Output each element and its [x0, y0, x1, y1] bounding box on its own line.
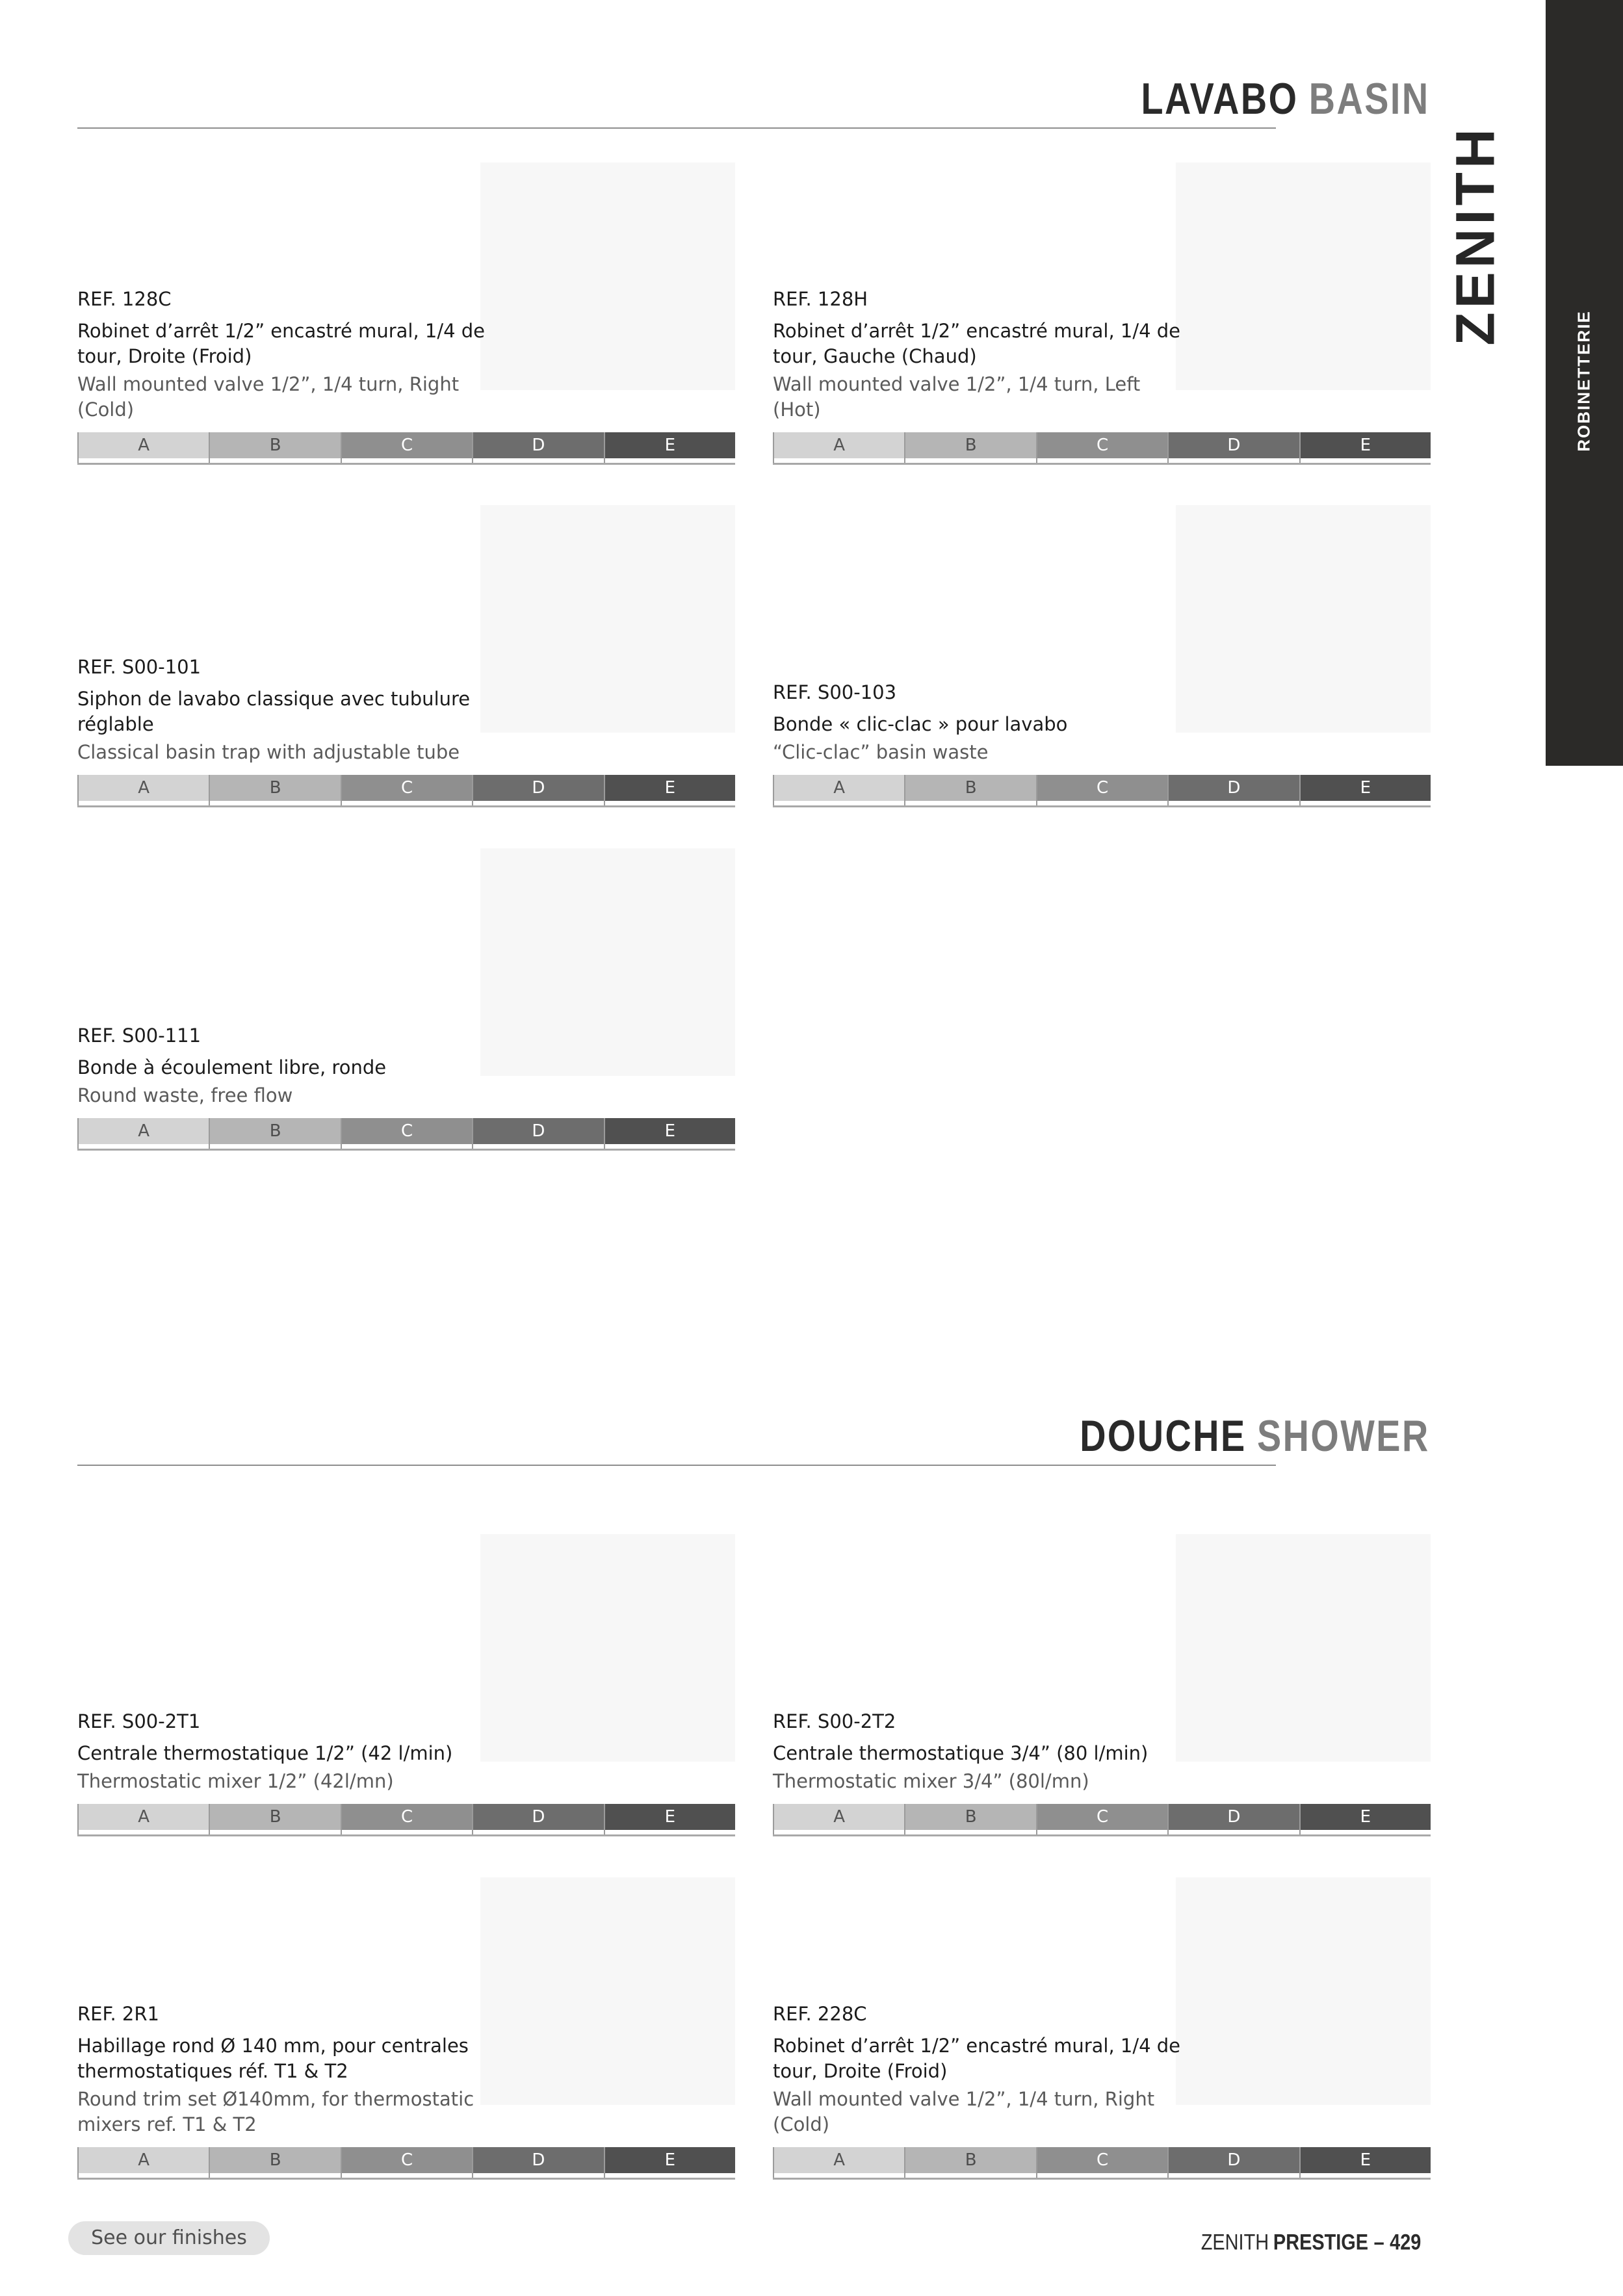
- finish-column: [773, 775, 904, 805]
- section-title-fr: LAVABO: [1141, 74, 1299, 124]
- finish-column: [1167, 1804, 1299, 1834]
- section-divider: [77, 1465, 1276, 1466]
- finish-table: [773, 432, 1431, 465]
- product-text: [773, 680, 1189, 765]
- finish-column: [773, 432, 904, 463]
- product-description-en: Wall mounted valve 1/2”, 1/4 turn, Right (Cold): [77, 373, 460, 421]
- finish-table: [773, 2147, 1431, 2180]
- finish-cell: [1169, 2173, 1299, 2178]
- product-photo: [1176, 163, 1431, 390]
- product-description-fr: Robinet d’arrêt 1/2” encastré mural, 1/4 de tour, Droite (Froid): [77, 320, 486, 367]
- finish-table: [773, 775, 1431, 807]
- finish-column: [472, 1118, 603, 1149]
- product-description-en: Classical basin trap with adjustable tube: [77, 741, 460, 763]
- finish-cell: [1037, 801, 1167, 805]
- finish-column: [773, 2147, 904, 2178]
- finish-header: B: [210, 432, 340, 458]
- finish-column: [1036, 775, 1167, 805]
- finish-column: [341, 1804, 472, 1834]
- finish-column: [904, 2147, 1035, 2178]
- product-card: [773, 1534, 1431, 1836]
- finish-cell: [79, 1144, 209, 1149]
- finish-column: [904, 1804, 1035, 1834]
- finish-header: A: [79, 432, 209, 458]
- finish-header: D: [473, 2147, 603, 2173]
- finish-header: C: [1037, 432, 1167, 458]
- finish-header: E: [605, 2147, 735, 2173]
- finish-cell: [210, 801, 340, 805]
- finish-cell: [473, 458, 603, 463]
- finish-column: [773, 1804, 904, 1834]
- finish-header: A: [774, 1804, 904, 1830]
- product-text: [773, 1709, 1189, 1794]
- finish-cell: [774, 1830, 904, 1834]
- finish-table: [77, 2147, 735, 2180]
- section-heading-basin: [1141, 74, 1430, 124]
- finish-header: E: [1301, 775, 1431, 801]
- product-description-fr: Centrale thermostatique 3/4” (80 l/min): [773, 1742, 1149, 1764]
- finish-header: B: [905, 432, 1035, 458]
- product-card: [773, 1877, 1431, 2180]
- finish-cell: [473, 1144, 603, 1149]
- product-ref: REF. 128C: [77, 288, 172, 310]
- page-number: 429: [1389, 2230, 1421, 2255]
- product-ref: REF. 128H: [773, 288, 868, 310]
- finish-cell: [210, 1144, 340, 1149]
- product-text: [773, 287, 1189, 423]
- finish-cell: [1169, 458, 1299, 463]
- product-ref: REF. 228C: [773, 2003, 867, 2025]
- finish-cell: [1037, 458, 1167, 463]
- product-description-fr: Bonde à écoulement libre, ronde: [77, 1056, 387, 1078]
- product-ref: REF. 2R1: [77, 2003, 159, 2025]
- footer-collection: PRESTIGE: [1273, 2230, 1368, 2255]
- product-ref: REF. S00-2T1: [77, 1710, 201, 1732]
- finish-column: [77, 1804, 209, 1834]
- finish-column: [341, 432, 472, 463]
- finish-table: [77, 1804, 735, 1836]
- finish-header: A: [79, 775, 209, 801]
- finish-column: [77, 1118, 209, 1149]
- finish-column: [77, 775, 209, 805]
- finish-column: [1167, 2147, 1299, 2178]
- finish-column: [472, 1804, 603, 1834]
- product-description-en: Wall mounted valve 1/2”, 1/4 turn, Right (Cold): [773, 2088, 1155, 2135]
- product-card: [77, 848, 735, 1151]
- product-description-fr: Robinet d’arrêt 1/2” encastré mural, 1/4 de tour, Droite (Froid): [773, 2035, 1181, 2082]
- finish-column: [341, 2147, 472, 2178]
- product-card: [773, 163, 1431, 465]
- finish-cell: [605, 2173, 735, 2178]
- finish-header: A: [774, 432, 904, 458]
- finish-header: E: [605, 432, 735, 458]
- finish-header: E: [1301, 432, 1431, 458]
- product-ref: REF. S00-103: [773, 681, 897, 703]
- finish-cell: [342, 2173, 472, 2178]
- finish-header: E: [1301, 1804, 1431, 1830]
- finish-column: [1036, 1804, 1167, 1834]
- product-photo: [480, 1534, 735, 1762]
- finish-header: B: [905, 2147, 1035, 2173]
- product-text: [77, 1709, 493, 1794]
- finish-header: C: [1037, 1804, 1167, 1830]
- finish-header: D: [1169, 1804, 1299, 1830]
- finish-table: [77, 1118, 735, 1151]
- product-text: [77, 287, 493, 423]
- product-card: [77, 505, 735, 807]
- product-text: [773, 2002, 1189, 2137]
- finish-header: C: [342, 1118, 472, 1144]
- finish-cell: [79, 801, 209, 805]
- finish-column: [1167, 775, 1299, 805]
- product-text: [77, 2002, 493, 2137]
- product-photo: [480, 163, 735, 390]
- finish-cell: [342, 801, 472, 805]
- finish-column: [209, 2147, 340, 2178]
- finish-header: D: [1169, 775, 1299, 801]
- finish-cell: [342, 458, 472, 463]
- product-photo: [480, 1877, 735, 2105]
- finish-cell: [1037, 2173, 1167, 2178]
- product-description-fr: Robinet d’arrêt 1/2” encastré mural, 1/4 de tour, Gauche (Chaud): [773, 320, 1181, 367]
- product-ref: REF. S00-2T2: [773, 1710, 896, 1732]
- finish-column: [1299, 1804, 1431, 1834]
- finish-column: [1299, 2147, 1431, 2178]
- product-description-fr: Bonde « clic-clac » pour lavabo: [773, 713, 1068, 735]
- finish-column: [604, 1804, 735, 1834]
- product-description-en: “Clic-clac” basin waste: [773, 741, 989, 763]
- product-description-en: Thermostatic mixer 3/4” (80l/mn): [773, 1770, 1089, 1792]
- finish-cell: [605, 801, 735, 805]
- finish-cell: [905, 2173, 1035, 2178]
- product-photo: [480, 848, 735, 1076]
- finish-header: C: [342, 775, 472, 801]
- finish-cell: [342, 1830, 472, 1834]
- finish-cell: [1301, 1830, 1431, 1834]
- section-heading-shower: [1080, 1411, 1430, 1461]
- brand-title-vertical: ZENITH: [1444, 125, 1506, 346]
- product-ref: REF. S00-111: [77, 1024, 201, 1047]
- product-text: [77, 1023, 493, 1108]
- finish-column: [341, 775, 472, 805]
- finish-header: E: [605, 775, 735, 801]
- product-description-en: Thermostatic mixer 1/2” (42l/mn): [77, 1770, 394, 1792]
- finish-column: [1299, 432, 1431, 463]
- finish-column: [209, 432, 340, 463]
- finish-column: [604, 1118, 735, 1149]
- finish-header: D: [473, 432, 603, 458]
- finish-header: C: [342, 1804, 472, 1830]
- finish-cell: [1301, 801, 1431, 805]
- finish-header: E: [605, 1804, 735, 1830]
- finish-cell: [1169, 1830, 1299, 1834]
- finish-column: [1167, 432, 1299, 463]
- finish-header: B: [210, 1804, 340, 1830]
- finish-cell: [473, 2173, 603, 2178]
- finish-cell: [1301, 458, 1431, 463]
- finish-cell: [605, 458, 735, 463]
- product-description-en: Round waste, free flow: [77, 1084, 293, 1106]
- finish-cell: [79, 1830, 209, 1834]
- finish-table: [77, 432, 735, 465]
- finish-cell: [1037, 1830, 1167, 1834]
- finish-column: [1299, 775, 1431, 805]
- finish-table: [77, 775, 735, 807]
- finish-cell: [774, 801, 904, 805]
- finish-header: E: [605, 1118, 735, 1144]
- footer-page-title: [1201, 2230, 1421, 2256]
- finish-cell: [905, 801, 1035, 805]
- finish-header: A: [774, 775, 904, 801]
- see-finishes-button[interactable]: See our finishes: [68, 2221, 270, 2255]
- product-photo: [480, 505, 735, 733]
- finish-cell: [774, 2173, 904, 2178]
- finish-column: [1036, 2147, 1167, 2178]
- finish-header: D: [473, 1804, 603, 1830]
- product-description-fr: Centrale thermostatique 1/2” (42 l/min): [77, 1742, 453, 1764]
- product-card: [77, 163, 735, 465]
- finish-cell: [210, 2173, 340, 2178]
- finish-cell: [342, 1144, 472, 1149]
- finish-column: [604, 2147, 735, 2178]
- product-description-fr: Habillage rond Ø 140 mm, pour centrales thermostatiques réf. T1 & T2: [77, 2035, 469, 2082]
- finish-cell: [473, 1830, 603, 1834]
- finish-cell: [1301, 2173, 1431, 2178]
- product-photo: [1176, 1877, 1431, 2105]
- finish-header: A: [79, 2147, 209, 2173]
- finish-cell: [905, 458, 1035, 463]
- footer-separator: –: [1373, 2230, 1384, 2255]
- finish-column: [209, 775, 340, 805]
- finish-cell: [905, 1830, 1035, 1834]
- finish-column: [904, 432, 1035, 463]
- finish-column: [604, 432, 735, 463]
- finish-cell: [1169, 801, 1299, 805]
- finish-header: A: [79, 1118, 209, 1144]
- finish-header: E: [1301, 2147, 1431, 2173]
- product-photo: [1176, 505, 1431, 733]
- sidebar-tab: [1546, 0, 1623, 766]
- finish-cell: [473, 801, 603, 805]
- finish-cell: [210, 1830, 340, 1834]
- product-card: [773, 505, 1431, 807]
- finish-cell: [605, 1830, 735, 1834]
- section-title-en: BASIN: [1309, 74, 1430, 124]
- finish-column: [77, 2147, 209, 2178]
- product-description-en: Wall mounted valve 1/2”, 1/4 turn, Left (Hot): [773, 373, 1141, 421]
- product-text: [77, 655, 493, 765]
- finish-table: [773, 1804, 1431, 1836]
- finish-header: C: [1037, 775, 1167, 801]
- product-description-en: Round trim set Ø140mm, for thermostatic mixers ref. T1 & T2: [77, 2088, 474, 2135]
- product-card: [77, 1534, 735, 1836]
- finish-header: A: [79, 1804, 209, 1830]
- finish-column: [341, 1118, 472, 1149]
- finish-header: D: [1169, 2147, 1299, 2173]
- finish-header: B: [905, 1804, 1035, 1830]
- section-divider: [77, 127, 1276, 129]
- finish-column: [209, 1804, 340, 1834]
- finish-column: [77, 432, 209, 463]
- product-ref: REF. S00-101: [77, 656, 201, 678]
- finish-cell: [79, 458, 209, 463]
- finish-header: B: [210, 1118, 340, 1144]
- finish-column: [604, 775, 735, 805]
- finish-header: C: [342, 2147, 472, 2173]
- finish-header: D: [473, 775, 603, 801]
- finish-column: [904, 775, 1035, 805]
- sidebar-category-label: ROBINETTERIE: [1574, 310, 1594, 452]
- footer-brand: ZENITH: [1201, 2230, 1269, 2255]
- finish-header: D: [1169, 432, 1299, 458]
- section-title-fr: DOUCHE: [1080, 1411, 1247, 1461]
- finish-column: [472, 775, 603, 805]
- section-title-en: SHOWER: [1257, 1411, 1430, 1461]
- product-photo: [1176, 1534, 1431, 1762]
- finish-column: [1036, 432, 1167, 463]
- product-description-fr: Siphon de lavabo classique avec tubulure réglable: [77, 688, 471, 735]
- finish-column: [209, 1118, 340, 1149]
- finish-header: C: [342, 432, 472, 458]
- finish-column: [472, 432, 603, 463]
- finish-header: B: [905, 775, 1035, 801]
- finish-cell: [605, 1144, 735, 1149]
- finish-header: B: [210, 775, 340, 801]
- finish-column: [472, 2147, 603, 2178]
- product-card: [77, 1877, 735, 2180]
- finish-header: B: [210, 2147, 340, 2173]
- finish-header: D: [473, 1118, 603, 1144]
- finish-header: C: [1037, 2147, 1167, 2173]
- finish-cell: [210, 458, 340, 463]
- finish-header: A: [774, 2147, 904, 2173]
- finish-cell: [79, 2173, 209, 2178]
- finish-cell: [774, 458, 904, 463]
